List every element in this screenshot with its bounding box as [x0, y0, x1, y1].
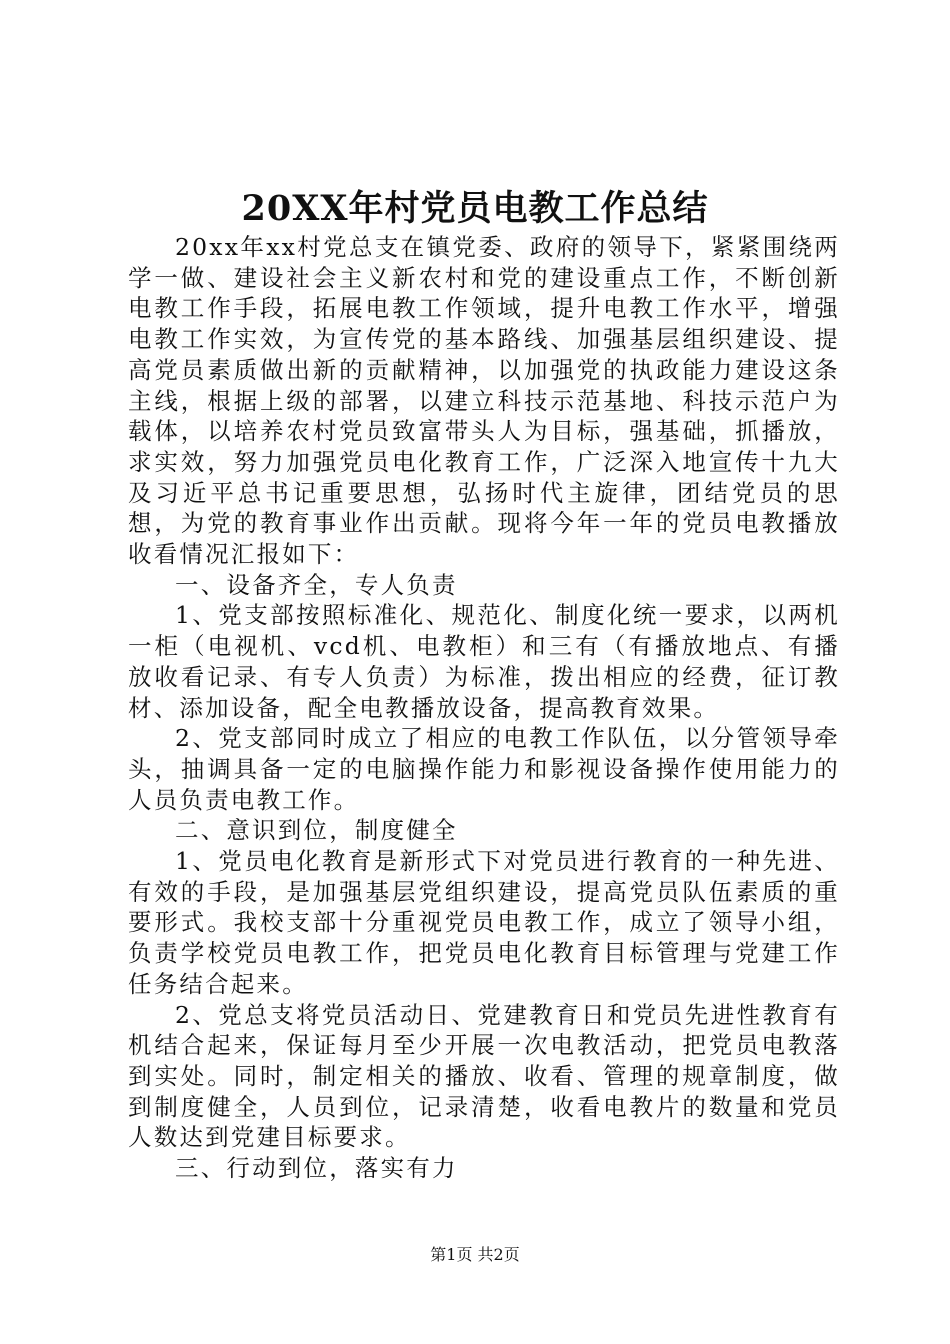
section-1-paragraph-1: 1、党支部按照标准化、规范化、制度化统一要求，以两机一柜（电视机、vcd机、电教柜）和三有（有播放地点、有播放收看记录、有专人负责）为标准，拨出相应的经费，征订教材、添加设备，配全电教播放设备，提高教育效果。	[128, 601, 840, 722]
section-heading-1: 一、设备齐全，专人负责	[175, 570, 458, 599]
section-2-paragraph-2: 2、党总支将党员活动日、党建教育日和党员先进性教育有机结合起来，保证每月至少开展一次电教活动，把党员电教落到实处。同时，制定相关的播放、收看、管理的规章制度，做到制度健全，人员到位，记录清楚，收看电教片的数量和党员人数达到党建目标要求。	[128, 1000, 840, 1152]
page-number-footer: 第1页 共2页	[430, 1245, 520, 1264]
intro-paragraph: 20xx年xx村党总支在镇党委、政府的领导下，紧紧围绕两学一做、建设社会主义新农村和党的建设重点工作，不断创新电教工作手段，拓展电教工作领域，提升电教工作水平，增强电教工作实效，为宣传党的基本路线、加强基层组织建设、提高党员素质做出新的贡献精神，以加强党的执政能力建设这条主线，根据上级的部署，以建立科技示范基地、科技示范户为载体，以培养农村党员致富带头人为目标，强基础，抓播放，求实效，努力加强党员电化教育工作，广泛深入地宣传十九大及习近平总书记重要思想，弘扬时代主旋律，团结党员的思想，为党的教育事业作出贡献。现将今年一年的党员电教播放收看情况汇报如下：	[128, 233, 840, 569]
document-body	[128, 232, 840, 1184]
section-2-paragraph-1: 1、党员电化教育是新形式下对党员进行教育的一种先进、有效的手段，是加强基层党组织建设，提高党员队伍素质的重要形式。我校支部十分重视党员电教工作，成立了领导小组，负责学校党员电教工作，把党员电化教育目标管理与党建工作任务结合起来。	[128, 847, 840, 998]
section-heading-2: 二、意识到位，制度健全	[175, 816, 458, 845]
section-heading-3: 三、行动到位，落实有力	[175, 1154, 458, 1183]
section-1-paragraph-2: 2、党支部同时成立了相应的电教工作队伍，以分管领导牵头，抽调具备一定的电脑操作能力和影视设备操作使用能力的人员负责电教工作。	[128, 724, 840, 814]
document-title: 20XX年村党员电教工作总结	[241, 188, 709, 229]
